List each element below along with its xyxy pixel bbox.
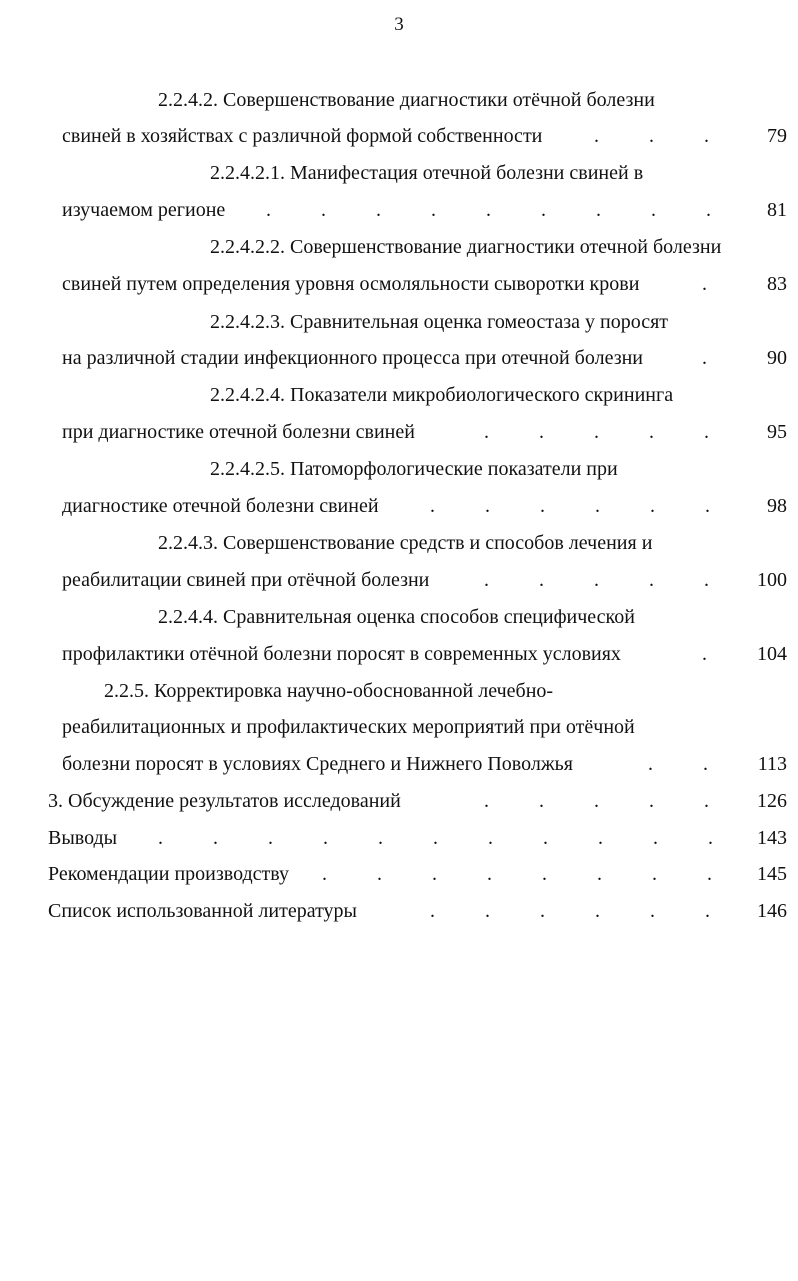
toc-page-number[interactable]: 126 <box>757 790 787 812</box>
toc-entry-title-line2[interactable]: свиней путем определения уровня осмоляльности сыворотки крови <box>62 273 640 295</box>
toc-entry-title-line3[interactable]: болезни поросят в условиях Среднего и Нижнего Поволжья <box>62 753 573 775</box>
toc-dot-leader: . <box>702 273 707 295</box>
toc-dot-leader: . <box>702 347 707 369</box>
toc-page-number[interactable]: 100 <box>757 569 787 591</box>
toc-entry-title-line2[interactable]: при диагностике отечной болезни свиней <box>62 421 415 443</box>
toc-page-number[interactable]: 95 <box>767 421 787 443</box>
toc-dot-leader: . . . . . . . . <box>322 863 712 885</box>
toc-page-number[interactable]: 83 <box>767 273 787 295</box>
toc-dot-leader: . . . . . . . . . <box>266 199 711 221</box>
toc-entry-title-line1[interactable]: Выводы <box>48 827 118 849</box>
toc-entry-title-line1[interactable]: Рекомендации производству <box>48 863 290 885</box>
toc-page-number[interactable]: 145 <box>757 863 787 885</box>
toc-dot-leader: . <box>702 643 707 665</box>
toc-dot-leader: . . . . . <box>484 569 709 591</box>
toc-dot-leader: . . . . . . . . . . . <box>158 827 713 849</box>
toc-dot-leader: . . . . . <box>484 790 709 812</box>
toc-entry-title-line1[interactable]: 3. Обсуждение результатов исследований <box>48 790 401 812</box>
toc-entry-title-line1[interactable]: 2.2.4.2.5. Патоморфологические показатели при <box>210 458 618 480</box>
toc-entry-title-line1[interactable]: 2.2.5. Корректировка научно-обоснованной лечебно- <box>104 680 554 702</box>
toc-entry-title-line1[interactable]: 2.2.4.2.1. Манифестация отечной болезни свиней в <box>210 162 644 184</box>
toc-entry-title-line2[interactable]: изучаемом регионе <box>62 199 226 221</box>
toc-entry-title-line2[interactable]: профилактики отёчной болезни поросят в современных условиях <box>62 643 621 665</box>
toc-page-number[interactable]: 79 <box>767 125 787 147</box>
toc-dot-leader: . . <box>648 753 708 775</box>
toc-page-number[interactable]: 104 <box>757 643 787 665</box>
toc-page-number[interactable]: 113 <box>757 753 787 775</box>
toc-dot-leader: . . . . . <box>484 421 709 443</box>
toc-page-number[interactable]: 90 <box>767 347 787 369</box>
toc-entry-title-line1[interactable]: 2.2.4.4. Сравнительная оценка способов специфической <box>158 606 635 628</box>
page-number: 3 <box>394 14 404 35</box>
toc-entry-title-line1[interactable]: 2.2.4.3. Совершенствование средств и способов лечения и <box>158 532 653 554</box>
toc-dot-leader: . . . . . . <box>430 495 710 517</box>
toc-entry-title-line2[interactable]: реабилитационных и профилактических мероприятий при отёчной <box>62 716 635 738</box>
toc-dot-leader: . . . . . . <box>430 900 710 922</box>
toc-entry-title-line2[interactable]: диагностике отечной болезни свиней <box>62 495 379 517</box>
toc-entry-title-line2[interactable]: реабилитации свиней при отёчной болезни <box>62 569 430 591</box>
toc-entry-title-line1[interactable]: 2.2.4.2.3. Сравнительная оценка гомеостаза у поросят <box>210 311 669 333</box>
toc-entry-title-line1[interactable]: 2.2.4.2. Совершенствование диагностики отёчной болезни <box>158 89 655 111</box>
toc-entry-title-line1[interactable]: 2.2.4.2.2. Совершенствование диагностики отечной болезни <box>210 236 722 258</box>
toc-entry-title-line1[interactable]: 2.2.4.2.4. Показатели микробиологического скрининга <box>210 384 674 406</box>
toc-page-number[interactable]: 143 <box>757 827 787 849</box>
toc-page-number[interactable]: 146 <box>757 900 787 922</box>
toc-entry-title-line2[interactable]: свиней в хозяйствах с различной формой собственности <box>62 125 543 147</box>
toc-page-number[interactable]: 98 <box>767 495 787 517</box>
toc-page-number[interactable]: 81 <box>767 199 787 221</box>
toc-dot-leader: . . . <box>594 125 709 147</box>
toc-entry-title-line1[interactable]: Список использованной литературы <box>48 900 357 922</box>
toc-entry-title-line2[interactable]: на различной стадии инфекционного процесса при отечной болезни <box>62 347 644 369</box>
